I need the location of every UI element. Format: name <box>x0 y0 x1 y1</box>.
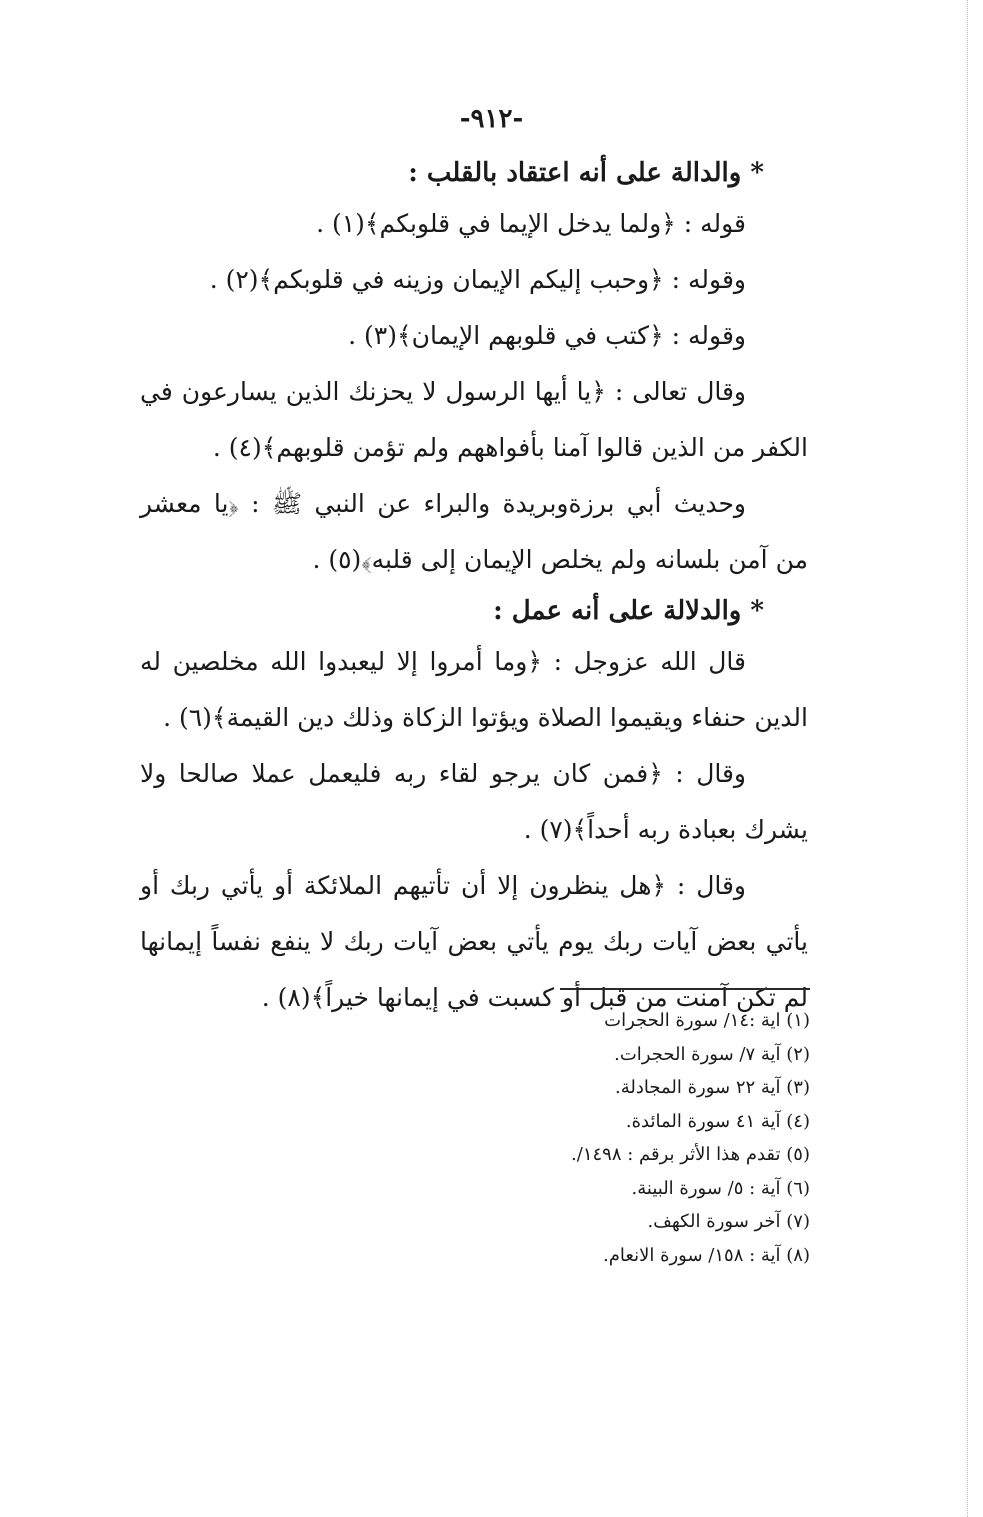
footnote: (٧) آخر سورة الكهف. <box>647 1211 810 1232</box>
section-heading-belief: * والدالة على أنه اعتقاد بالقلب : <box>408 158 764 188</box>
paragraph: وحديث أبي برزةوبريدة والبراء عن النبي ﷺ : ﴿يا معشر من آمن بلسانه ولم يخلص الإيمان إلى قلبه﴾(٥) . <box>140 489 808 574</box>
paragraph: قوله : ﴿ولما يدخل الإيما في قلوبكم﴾(١) . <box>316 209 746 238</box>
paragraph: وقال تعالى : ﴿يا أيها الرسول لا يحزنك الذين يسارعون في الكفر من الذين قالوا آمنا بأفواههم ولم تؤمن قلوبهم﴾(٤) . <box>140 377 808 462</box>
main-text <box>140 150 808 1026</box>
paragraph: وقال : ﴿هل ينظرون إلا أن تأتيهم الملائكة أو يأتي ربك أو يأتي بعض آيات ربك يوم يأتي بعض آيات ربك لا ينفع نفساً إيمانها لم تكن آمنت من قبل أو كسبت في إيمانها خيراً﴾(٨) . <box>140 871 808 1012</box>
footnote: (٦) آية : ٥/ سورة البينة. <box>631 1177 810 1199</box>
page-edge-line <box>967 0 968 1517</box>
footnotes <box>480 1004 810 1272</box>
footnote: (١) اية :١٤/ سورة الحجرات <box>604 1010 810 1031</box>
footnote: (٨) آية : ١٥٨/ سورة الانعام. <box>603 1244 810 1266</box>
page-number: -٩١٢- <box>459 104 524 134</box>
section-heading-action: * والدلالة على أنه عمل : <box>493 596 764 626</box>
footnote: (٣) آية ٢٢ سورة المجادلة. <box>614 1077 810 1098</box>
footnote: (٤) آية ٤١ سورة المائدة. <box>625 1110 810 1132</box>
paragraph: قال الله عزوجل : ﴿وما أمروا إلا ليعبدوا الله مخلصين له الدين حنفاء ويقيموا الصلاة ويؤتوا الزكاة وذلك دين القيمة﴾(٦) . <box>140 647 808 732</box>
footnote: (٢) آية ٧/ سورة الحجرات. <box>614 1043 810 1065</box>
paragraph: وقوله : ﴿كتب في قلوبهم الإيمان﴾(٣) . <box>348 321 746 350</box>
paragraph: وقال : ﴿فمن كان يرجو لقاء ربه فليعمل عملا صالحا ولا يشرك بعبادة ربه أحداً﴾(٧) . <box>140 759 808 844</box>
footnote: (٥) تقدم هذا الأثر برقم : ١٤٩٨/. <box>571 1144 810 1165</box>
footnote-divider <box>560 988 810 990</box>
paragraph: وقوله : ﴿وحبب إليكم الإيمان وزينه في قلوبكم﴾(٢) . <box>209 265 746 294</box>
